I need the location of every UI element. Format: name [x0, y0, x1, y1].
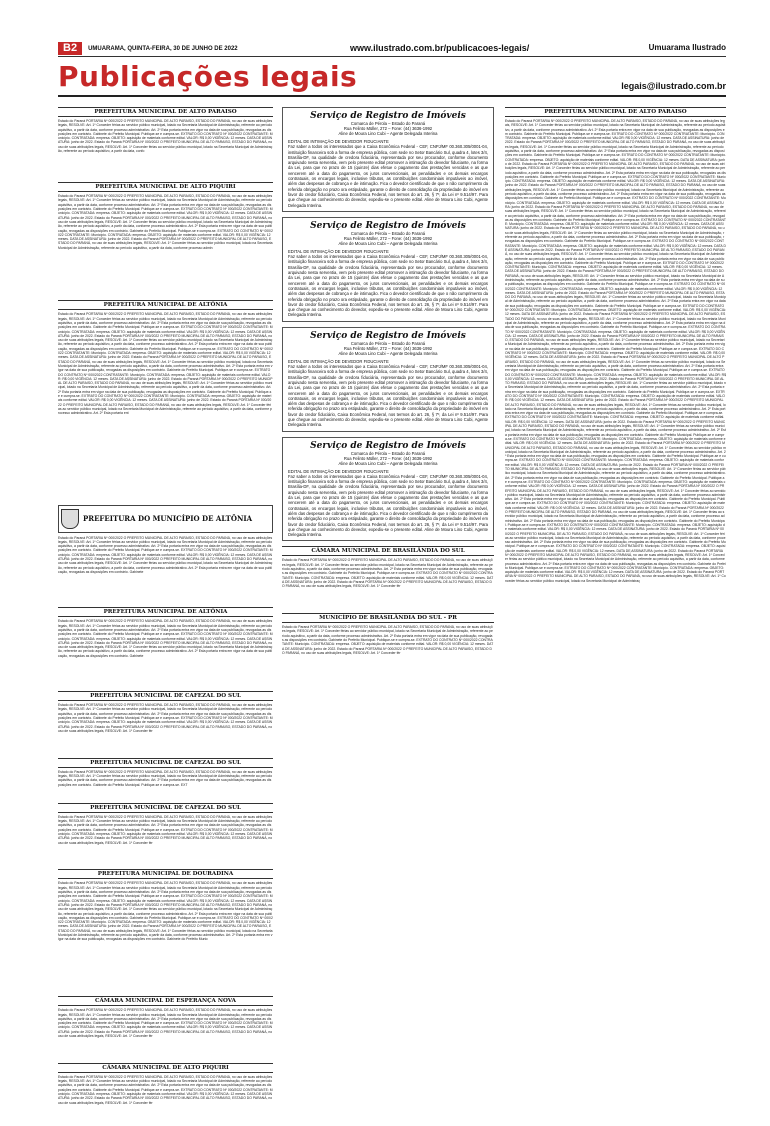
notice-body: Estado do Paraná PORTARIA Nº 000/2022 O PREFEITO MUNICIPAL DE ALTO PARAISO, ESTADO DO PARANÁ, no uso de suas atribuições legais, RESOLVE: Art. 1º Conceder férias ao servidor público municipal, lotado na Secretaria Municipal de Administração, referente ao período aquisitivo, a partir da data, conforme processo administrativo. Art. 2º Esta portaria entra em vigor na data de sua publicação, revogadas as disposições em contrário. Gabinete do Prefeito Municipal. Publique-se e cumpra-se. EXTRATO DO CONTRATO Nº 000/2022 CONTRATANTE: Município. CONTRATADA: empresa. OBJETO: aquisição de materiais conforme edital. VALOR: R$ 0,00 VIGÊNCIA: 12 meses. DATA DE ASSINATURA: junho de 2022. Estado do Paraná PORTARIA Nº 000/2022 O PREFEITO MUNICIPAL DE ALTO PARAISO, ESTADO DO PARANÁ, no uso de suas atribuições legais, RESOLVE: Art. 1º Conceder férias ao servidor público municipal, lotado na Secretaria Municipal de Administração, referente ao período aquisitivo, a partir da data, confo [58, 119, 273, 154]
notice-title: Serviço de Registro de Imóveis [310, 111, 466, 121]
notice-subtitle: Comarca de Pérola – Estado do Paraná [350, 121, 426, 126]
notice-title: Serviço de Registro de Imóveis [310, 330, 466, 341]
notice-address: Rua Felinto Müller, 272 – Fone: (44) 3636-1992 [343, 235, 433, 241]
notice-header: CÂMARA MUNICIPAL DE ESPERANÇA NOVA [58, 996, 273, 1006]
notice-text: Faz saber a todos os interessados que a Caixa Econômica Federal - CEF, CNPJ/MF 00.360.305/0001-04, instituição financeira sob a forma de empresa pública, com sede no Setor Bancário Sul, quadra 4, lotes 3/4, Brasília-DF, na qualidade de credora fiduciária, representada por seu procurador, conforme documento arquivado nesta serventia, vem pelo presente edital promover a intimação do devedor fiduciante, na forma da Lei, para que no prazo de 15 (quinze) dias efetue o pagamento das prestações vencidas e as que vencerem até a data do pagamento, os juros convencionais, as penalidades e os demais encargos contratuais, os encargos legais, inclusive tributos, as contribuições condominiais imputáveis ao imóvel, além das despesas de cobrança e de intimação. Fica o devedor cientificado de que o não cumprimento da referida obrigação no prazo ora estipulado, garante o direito de consolidação da propriedade do imóvel em favor do credor fiduciário, Caixa Econômica Federal, nos termos do art. 26, § 7º, da Lei nº 9.514/97. Para que chegue ao conhecimento do devedor, expediu-se o presente edital. Aline de Moura Lino Cubi, Agente Delegada Interina. [288, 254, 488, 318]
notice-header: PREFEITURA MUNICIPAL DE ALTÔNIA [58, 300, 273, 310]
notice-header: CÂMARA MUNICIPAL DE BRASILÂNDIA DO SUL [282, 546, 494, 556]
notice-text: Faz saber a todos os interessados que a Caixa Econômica Federal - CEF, CNPJ/MF 00.360.305/0001-04, instituição financeira sob a forma de empresa pública, com sede no Setor Bancário Sul, quadra 4, lotes 3/4, Brasília-DF, na qualidade de credora fiduciária, representada por seu procurador, conforme documento arquivado nesta serventia, vem pelo presente edital promover a intimação do devedor fiduciante, na forma da Lei, para que no prazo de 15 (quinze) dias efetue o pagamento das prestações vencidas e as que vencerem até a data do pagamento, os juros convencionais, as penalidades e os demais encargos contratuais, os encargos legais, inclusive tributos, as contribuições condominiais imputáveis ao imóvel, além das despesas de cobrança e de intimação. Fica o devedor cientificado de que o não cumprimento da referida obrigação no prazo ora estipulado, garante o direito de consolidação da propriedade do imóvel em favor do credor fiduciário, Caixa Econômica Federal, nos termos do art. 26, § 7º, da Lei nº 9.514/97. Para que chegue ao conhecimento do devedor, expediu-se o presente edital. Aline de Moura Lino Cubi, Agente Delegada Interina. [288, 144, 488, 208]
notice-address: Rua Felinto Müller, 272 – Fone: (44) 3636-1992 [343, 126, 433, 131]
notice-agent: Aline de Moura Lino Cubi – Agente Delegada Interina [338, 460, 438, 466]
notice-body: Estado do Paraná PORTARIA Nº 000/2022 O PREFEITO MUNICIPAL DE ALTO PARAISO, ESTADO DO PARANÁ, no uso de suas atribuições legais, RESOLVE: Art. 1º Conceder férias ao servidor público municipal, lotado na Secretaria Municipal de Administração, referente ao período aquisitivo, a partir da data, conforme processo administrativo. Art. 2º Esta portaria entra em vigor na data de sua publicação, revogadas as disposições em contrário. Gabinete do Prefeito Municipal. Publique-se e cumpra-se. EXTRATO DO CONTRATO Nº 000/2022 CONTRATANTE: Município. CONTRATADA: empresa. OBJETO: aquisição de materiais conforme edital. VALOR: R$ 0,00 VIGÊNCIA: 12 meses. DATA DE ASSINATURA: junho de 2022. Estado do Paraná PORTARIA Nº 000/2022 O PREFEITO MUNICIPAL DE ALTO PARAISO, ESTADO DO PARANÁ, no uso de suas atribuições legais, RESOLVE: Art. 1º Conceder fér [58, 814, 273, 845]
notice-header: PREFEITURA MUNICIPAL DE CAFEZAL DO SUL [58, 803, 273, 813]
column-left [58, 104, 273, 1126]
notice-caption: EDITAL DE INTIMAÇÃO DE DEVEDOR FIDUCIANTE [288, 358, 389, 364]
municipal-logo-banner [58, 505, 273, 533]
newspaper-brand: Umuarama Ilustrado [648, 43, 726, 52]
notice-header: PREFEITURA MUNICIPAL DE ALTO PARAISO [505, 107, 726, 117]
registry-notice [282, 217, 494, 322]
notice-body: Estado do Paraná PORTARIA Nº 000/2022 O PREFEITO MUNICIPAL DE ALTO PARAISO, ESTADO DO PARANÁ, no uso de suas atribuições legais, RESOLVE: Art. 1º Conceder férias ao servidor público municipal, lotado na Secretaria Municipal de Administração, referente ao período aquisitivo, a partir da data, conforme processo administrativo. Art. 2º Esta portaria entra em vigor na data de sua publicação, revogadas as disposições em contrário. Gabinete do Prefeito Municipal. Publique-se e cumpra-se. EXTRATO DO CONTRATO Nº 000/2022 CONTRATANTE: Município. CONTRATADA: empresa. OBJETO: aquisição de materiais conforme edital. VALOR: R$ 0,00 VIGÊNCIA: 12 meses. DATA DE ASSINATURA: junho de 2022. Estado do Paraná PORTARIA Nº 000/2022 O PREFEITO MUNICIPAL DE ALTO PARAISO, ESTADO DO PARANÁ, no uso de suas atribuições legais, RESOLVE: Art. 1º Conceder fér [58, 703, 273, 733]
notice-text: Faz saber a todos os interessados que a Caixa Econômica Federal - CEF, CNPJ/MF 00.360.305/0001-04, instituição financeira sob a forma de empresa pública, com sede no Setor Bancário Sul, quadra 4, lotes 3/4, Brasília-DF, na qualidade de credora fiduciária, representada por seu procurador, conforme documento arquivado nesta serventia, vem pelo presente edital promover a intimação do devedor fiduciante, na forma da Lei, para que no prazo de 15 (quinze) dias efetue o pagamento das prestações vencidas e as que vencerem até a data do pagamento, os juros convencionais, as penalidades e os demais encargos contratuais, os encargos legais, inclusive tributos, as contribuições condominiais imputáveis ao imóvel, além das despesas de cobrança e de intimação. Fica o devedor cientificado de que o não cumprimento da referida obrigação no prazo ora estipulado, garante o direito de consolidação da propriedade do imóvel em favor do credor fiduciário, Caixa Econômica Federal, nos termos do art. 26, § 7º, da Lei nº 9.514/97. Para que chegue ao conhecimento do devedor, expediu-se o presente edital. Aline de Moura Lino Cubi, Agente Delegada Interina. [288, 473, 488, 538]
notice-header: PREFEITURA MUNICIPAL DE CAFEZAL DO SUL [58, 691, 273, 701]
notice-body: Estado do Paraná PORTARIA Nº 000/2022 O PREFEITO MUNICIPAL DE ALTO PARAISO, ESTADO DO PARANÁ, no uso de suas atribuições legais, RESOLVE: Art. 1º Conceder férias ao servidor público municipal, lotado na Secretaria Municipal de Administração, referente ao período aquisitivo, a partir da data, conforme processo administrativo. Art. 2º Esta portaria entra em vigor na data de sua publicação, revogadas as disposições em contrário. Gabinete do Prefeito Municipal. Publique-se e cumpra-se. EXTRATO DO CONTRATO Nº 000/2022 CONTRATANTE: Município. CONTRATADA: empresa. OBJETO: aquisição de materiais conforme edital. VALOR: R$ 0,00 VIGÊNCIA: 12 meses. DATA DE ASSINATURA: junho de 2022. Estado do Paraná PORTARIA Nº 000/2022 O PREFEITO MUNICIPAL DE ALTO PARAISO, ESTADO DO PARANÁ, no uso de suas atribuições legais, RESOLVE: Art. 1º Conceder férias ao servidor público municipal, lotado na Secretaria Municipal de Administração, referente ao período aquisitivo, a partir da data, conforme processo administrativo. Art. 2º Esta portaria entra em vigor na data de sua publicação, revogadas as disposições em contrário. Gabinete [58, 535, 273, 574]
notice-agent: Aline de Moura Lino Cubi – Agente Delegada Interina [338, 131, 438, 136]
notice-body: Estado do Paraná PORTARIA Nº 000/2022 O PREFEITO MUNICIPAL DE ALTO PARAISO, ESTADO DO PARANÁ, no uso de suas atribuições legais, RESOLVE: Art. 1º Conceder férias ao servidor público municipal, lotado na Secretaria Municipal de Administração, referente ao período aquisitivo, a partir da data, conforme processo administrativo. Art. 2º Esta portaria entra em vigor na data de sua publicação, revogadas as disposições em contrário. Gabinete do Prefeito Municipal. Publique-se e cumpra-se. EXTRATO DO CONTRATO Nº 000/2022 CONTRATANTE: Município. CONTRATADA: empresa. OBJETO: aquisição de materiais conforme edital. VALOR: R$ 0,00 VIGÊNCIA: 12 meses. DATA DE ASSINATURA: junho de 2022. Estado do Paraná PORTARIA Nº 000/2022 O PREFEITO MUNICIPAL DE ALTO PARAISO, ESTADO DO PARANÁ, no uso de suas atribuições legais, RESOLVE: Art. 1º Conceder férias ao servidor público municipal, lotado na Secretaria Municipal de Administração, referente ao período aquisitivo, a partir da data, conforme processo administrativo. Art. 2º Esta portaria entra em vigor na data de sua publicação, revogadas as disposições em contrário. Gabinete [58, 619, 273, 658]
page-number: B2 [58, 42, 82, 55]
notice-body: Estado do Paraná PORTARIA Nº 000/2022 O PREFEITO MUNICIPAL DE ALTO PARAISO, ESTADO DO PARANÁ, no uso de suas atribuições legais, RESOLVE: Art. 1º Conceder férias ao servidor público municipal, lotado na Secretaria Municipal de Administração, referente ao período aquisitivo, a partir da data, conforme processo administrativo. Art. 2º Esta portaria entra em vigor na data de sua publicação, revogadas as disposições em contrário. Gabinete do Prefeito Municipal. Publique-se e cumpra-se. EXT [58, 769, 273, 787]
notice-subtitle: Comarca de Pérola – Estado do Paraná [350, 340, 426, 346]
notice-header: PREFEITURA MUNICIPAL DE DOURADINA [58, 869, 273, 879]
notice-subtitle: Comarca de Pérola – Estado do Paraná [350, 230, 426, 236]
registry-notice [282, 437, 494, 542]
notice-text: Faz saber a todos os interessados que a Caixa Econômica Federal - CEF, CNPJ/MF 00.360.305/0001-04, instituição financeira sob a forma de empresa pública, com sede no Setor Bancário Sul, quadra 4, lotes 3/4, Brasília-DF, na qualidade de credora fiduciária, representada por seu procurador, conforme documento arquivado nesta serventia, vem pelo presente edital promover a intimação do devedor fiduciante, na forma da Lei, para que no prazo de 15 (quinze) dias efetue o pagamento das prestações vencidas e as que vencerem até a data do pagamento, os juros convencionais, as penalidades e os demais encargos contratuais, os encargos legais, inclusive tributos, as contribuições condominiais imputáveis ao imóvel, além das despesas de cobrança e de intimação. Fica o devedor cientificado de que o não cumprimento da referida obrigação no prazo ora estipulado, garante o direito de consolidação da propriedade do imóvel em favor do credor fiduciário, Caixa Econômica Federal, nos termos do art. 26, § 7º, da Lei nº 9.514/97. Para que chegue ao conhecimento do devedor, expediu-se o presente edital. Aline de Moura Lino Cubi, Agente Delegada Interina. [288, 364, 488, 428]
notice-header: PREFEITURA MUNICIPAL DE ALTO PARAISO [58, 107, 273, 117]
notice-header: CÂMARA MUNICIPAL DE ALTO PIQUIRI [58, 1063, 273, 1073]
column-right [505, 104, 726, 1013]
notice-address: Rua Felinto Müller, 272 – Fone: (44) 3636-1992 [343, 345, 433, 351]
notice-body: Estado do Paraná PORTARIA Nº 000/2022 O PREFEITO MUNICIPAL DE ALTO PARAISO, ESTADO DO PARANÁ, no uso de suas atribuições legais, RESOLVE: Art. 1º Conceder férias ao servidor público municipal, lotado na Secretaria Municipal de Administração, referente ao período aquisitivo, a partir da data, conforme processo administrativo. Art. 2º Esta portaria entra em vigor na data de sua publicação, revogadas as disposições em contrário. Gabinete do Prefeito Municipal. Publique-se e cumpra-se. EXTRATO DO CONTRATO Nº 000/2022 CONTRATANTE: Município. CONTRATADA: empresa. OBJETO: aquisição de materiais conforme edital. VALOR: R$ 0,00 VIGÊNCIA: 12 meses. DATA DE ASSINATURA: junho de 2022. Estado do Paraná PORTARIA Nº 000/2022 O PREFEITO MUNICIPAL DE ALTO PARAISO, ESTADO DO PARANÁ, no uso de suas atribuições legais, RESOLVE: Art. 1º Conceder fér [58, 1074, 273, 1105]
notice-body: Estado do Paraná PORTARIA Nº 000/2022 O PREFEITO MUNICIPAL DE ALTO PARAISO, ESTADO DO PARANÁ, no uso de suas atribuições legais, RESOLVE: Art. 1º Conceder férias ao servidor público municipal, lotado na Secretaria Municipal de Administração, referente ao período aquisitivo, a partir da data, conforme processo administrativo. Art. 2º Esta portaria entra em vigor na data de sua publicação, revogadas as disposições em contrário. Gabinete do Prefeito Municipal. Publique-se e cumpra-se. EXTRATO DO CONTRATO Nº 000/2022 CONTRATANTE: Município. CONTRATADA: empresa. OBJETO: aquisição de materiais conforme edital. VALOR: R$ 0,00 VIGÊNCIA: 12 meses. DATA DE ASSINATURA: junho de 2022. Estado do Paraná PORTARIA Nº 000/2022 O PREFEITO MUNICIPAL DE ALTO PARAISO, ESTADO DO PARANÁ, no uso de suas atribuições legais, RESOLVE: Art. 1º Conceder férias ao servidor público municipal, lotado na Secretaria Municipal de Administração, referente ao período aquisitivo, a partir da data, conforme processo administrativo. Art. 2º Esta portaria entra em vigor na data de sua publicação, revogadas as disposições em contrário. Gabinete do Prefeito Municipal. Publique-se e cumpra-se. EXTRATO DO CONTRATO Nº 000/2022 CONTRATANTE: Município. CONTRATADA: empresa. OBJETO: aquisição de materiais conforme edital. VALOR: R$ 0,00 VIGÊNCIA: 12 meses. DATA DE ASSINATURA: junho de 2022. Estado do Paraná PORTARIA Nº 000/2022 O PREFEITO MUNICIPAL DE ALTO PARAISO, ESTADO DO PARANÁ, no uso de suas atribuições legais, RESOLVE: Art. 1º Conceder férias ao servidor público municipal, lotado na Secretaria Municipal de Administração, referente ao período aquisitivo, a partir da data, conforme processo administrativo. Art. 2º Esta portaria entra em vigor na data de sua publicação, revogadas as disposições em contrário. Gabinete do Prefeito Munic [58, 881, 273, 942]
notice-header: PREFEITURA MUNICIPAL DE CAFEZAL DO SUL [58, 758, 273, 768]
column-middle [282, 104, 494, 677]
notice-header: MUNICÍPIO DE BRASILÂNDIA DO SUL - PR [282, 613, 494, 623]
crest-icon [61, 509, 79, 529]
notice-agent: Aline de Moura Lino Cubi – Agente Delegada Interina [338, 350, 438, 356]
notice-body: Estado do Paraná PORTARIA Nº 000/2022 O PREFEITO MUNICIPAL DE ALTO PARAISO, ESTADO DO PARANÁ, no uso de suas atribuições legais, RESOLVE: Art. 1º Conceder férias ao servidor público municipal, lotado na Secretaria Municipal de Administração, referente ao período aquisitivo, a partir da data, conforme processo administrativo. Art. 2º Esta portaria entra em vigor na data de sua publicação, revogadas as disposições em contrário. Gabinete do Prefeito Municipal. Publique-se e cumpra-se. EXTRATO DO CONTRATO Nº 000/2022 CONTRATANTE: Município. CONTRATADA: empresa. OBJETO: aquisição de materiais conforme edital. VALOR: R$ 0,00 VIGÊNCIA: 12 meses. DATA DE ASSINATURA: junho de 2022. Estado do Paraná PORTARIA Nº 000/2022 O PREFEITO MUNICIPAL DE ALTO PARAISO, ESTADO DO PARANÁ, no uso de suas atribuições legais, RESOLVE: Art. 1º Conceder fér [282, 625, 494, 655]
header-rule [58, 56, 726, 57]
site-url[interactable]: www.ilustrado.com.br/publicacoes-legais/ [350, 43, 530, 53]
notice-caption: EDITAL DE INTIMAÇÃO DE DEVEDOR FIDUCIANTE [288, 468, 389, 474]
notice-body: Estado do Paraná PORTARIA Nº 000/2022 O PREFEITO MUNICIPAL DE ALTO PARAISO, ESTADO DO PARANÁ, no uso de suas atribuições legais, RESOLVE: Art. 1º Conceder férias ao servidor público municipal, lotado na Secretaria Municipal de Administração, referente ao período aquisitivo, a partir da data, conforme processo administrativo. Art. 2º Esta portaria entra em vigor na data de sua publicação, revogadas as disposições em contrário. Gabinete do Prefeito Municipal. Publique-se e cumpra-se. EXTRATO DO CONTRATO Nº 000/2022 CONTRATANTE: Município. CONTRATADA: empresa. OBJETO: aquisição de materiais conforme edital. VALOR: R$ 0,00 VIGÊNCIA: 12 meses. DATA DE ASSINATURA: junho de 2022. Estado do Paraná PORTARIA Nº 000/2022 O PREFEITO MUNICIPAL DE ALTO PARAISO, ESTADO DO PARANÁ, no uso de suas atribuições legais, RESOLVE: Art. 1º Conceder férias ao servidor público municipal, lotado na Secretaria Municipal de Administração, referente ao período aquisitivo, a partir da data, conforme processo administrativo. Art. 2º Esta portaria entra em vigor na data de sua publicação, revogadas as disposições em contrário. Gabinete do Prefeito Municipal. Publique-se e cumpra-se. EXTRATO DO CONTRATO Nº 000/2022 CONTRATANTE: Município. CONTRATADA: empresa. OBJETO: aquisição de materiais conforme edital. VALOR: R$ 0,00 VIGÊNCIA: 12 meses. DATA DE ASSINATURA: junho de 2022. Estado do Paraná PORTARIA Nº 000/2022 O PREFEITO MUNICIPAL DE ALTO PARAISO, ESTADO DO PARANÁ, no uso de suas atribuições legais, RESOLVE: Art. 1º Conceder férias ao servidor público municipal, lotado na Secretaria Municipal de Administração, referente ao período aquisitivo, a partir da data, conforme processo administrativo. Art. 2º Esta portaria entra em vigor na data de sua publicação, revogadas as disposições em contrário. Gabinete do Prefeito Municipal. Publique-se e cumpra-se. EXTRATO DO CONTRATO Nº 000/2022 CONTRATANTE: Município. CONTRATADA: empresa. OBJETO: aquisição de materiais conforme edital. VALOR: R$ 0,00 VIGÊNCIA: 12 meses. DATA DE ASSINATURA: junho de 2022. Estado do Paraná PORTARIA Nº 000/2022 O PREFEITO MUNICIPAL DE ALTO PARAISO, ESTADO DO PARANÁ, no uso de suas atribuições legais, RESOLVE: Art. 1º Conceder férias ao servidor público municipal, lotado na Secretaria Municipal de Administração, referente ao período aquisitivo, a partir da data, conforme processo administrativo. Art. 2º Esta portaria entra em vigor na data de sua publicação, revogadas as disposições em contrário. Gabinete do Prefeito Municipal. Publique-se e cumpra-se. EXTRATO DO CONTRATO Nº 000/2022 CONTRATANTE: Município. CONTRATADA: empresa. OBJETO: aquisição de materiais conforme edital. VALOR: R$ 0,00 VIGÊNCIA: 12 meses. DATA DE ASSINATURA: junho de 2022. Estado do Paraná PORTARIA Nº 000/2022 O PREFEITO MUNICIPAL DE ALTO PARAISO, ESTADO DO PARANÁ, no uso de suas atribuições legais, RESOLVE: Art. 1º Conceder férias ao servidor público municipal, lotado na Secretaria Municipal de Administração, referente ao período aquisitivo, a partir da data, conforme processo administrativo. Art. 2º Esta portaria entra em vigor na data de sua publicação, revogadas as disposições em contrário. Gabinete do Prefeito Municipal. Publique-se e cumpra-se. EXTRATO DO CONTRATO Nº 000/2022 CONTRATANTE: Município. CONTRATADA: empresa. OBJETO: aquisição de materiais conforme edital. VALOR: R$ 0,00 VIGÊNCIA: 12 meses. DATA DE ASSINATURA: junho de 2022. Estado do Paraná PORTARIA Nº 000/2022 O PREFEITO MUNICIPAL DE ALTO PARAISO, ESTADO DO PARANÁ, no uso de suas atribuições legais, RESOLVE: Art. 1º Conceder férias ao servidor público municipal, lotado na Secretaria Municipal de Administração, referente ao período aquisitivo, a partir da data, conforme processo administrativo. Art. 2º Esta portaria entra em vigor na data de sua publicação, revogadas as disposições em contrário. Gabinete do Prefeito Municipal. Publique-se e cumpra-se. EXTRATO DO CONTRATO Nº 000/2022 CONTRATANTE: Município. CONTRATADA: empresa. OBJETO: aquisição de materiais conforme edital. VALOR: R$ 0,00 VIGÊNCIA: 12 meses. DATA DE ASSINATURA: junho de 2022. Estado do Paraná PORTARIA Nº 000/2022 O PREFEITO MUNICIPAL DE ALTO PARAISO, ESTADO DO PARANÁ, no uso de suas atribuições legais, RESOLVE: Art. 1º Conceder férias ao servidor público municipal, lotado na Secretaria Municipal de Administração, referente ao período aquisitivo, a partir da data, conforme processo administrativo. Art. 2º Esta portaria entra em vigor na data de sua publicação, revogadas as disposições em contrário. Gabinete do Prefeito Municipal. Publique-se e cumpra-se. EXTRATO DO CONTRATO Nº 000/2022 CONTRATANTE: Município. CONTRATADA: empresa. OBJETO: aquisição de materiais conforme edital. VALOR: R$ 0,00 VIGÊNCIA: 12 meses. DATA DE ASSINATURA: junho de 2022. Estado do Paraná PORTARIA Nº 000/2022 O PREFEITO MUNICIPAL DE ALTO PARAISO, ESTADO DO PARANÁ, no uso de suas atribuições legais, RESOLVE: Art. 1º Conceder férias ao servidor público municipal, lotado na Secretaria Municipal de Administração, referente ao período aquisitivo, a partir da data, conforme processo administrativo. Art. 2º Esta portaria entra em vigor na data de sua publicação, revogadas as disposições em contrário. Gabinete do Prefeito Municipal. Publique-se e cumpra-se. EXTRATO DO CONTRATO Nº 000/2022 CONTRATANTE: Município. CONTRATADA: empresa. OBJETO: aquisição de materiais conforme edital. VALOR: R$ 0,00 VIGÊNCIA: 12 meses. DATA DE ASSINATURA: junho de 2022. Estado do Paraná PORTARIA Nº 000/2022 O PREFEITO MUNICIPAL DE ALTO PARAISO, ESTADO DO PARANÁ, no uso de suas atribuições legais, RESOLVE: Art. 1º Conceder férias ao servidor público municipal, lotado na Secretaria Municipal de Administração, referente ao período aquisitivo, a partir da data, conforme processo administrativo. Art. 2º Esta portaria entra em vigor na data de sua publicação, revogadas as disposições em contrário. Gabinete do Prefeito Municipal. Publique-se e cumpra-se. EXTRATO DO CONTRATO Nº 000/2022 CONTRATANTE: Município. CONTRATADA: empresa. OBJETO: aquisição de materiais conforme edital. VALOR: R$ 0,00 VIGÊNCIA: 12 meses. DATA DE ASSINATURA: junho de 2022. Estado do Paraná PORTARIA Nº 000/2022 O PREFEITO MUNICIPAL DE ALTO PARAISO, ESTADO DO PARANÁ, no uso de suas atribuições legais, RESOLVE: Art. 1º Conceder férias ao servidor público municipal, lotado na Secretaria Municipal de Administração, referente ao período aquisitivo, a partir da data, conforme processo administrativo. Art. 2º Esta portaria entra em vigor na data de sua publicação, revogadas as disposições em contrário. Gabinete do Prefeito Municipal. Publique-se e cumpra-se. EXTRATO DO CONTRATO Nº 000/2022 CONTRATANTE: Município. CONTRATADA: empresa. OBJETO: aquisição de materiais conforme edital. VALOR: R$ 0,00 VIGÊNCIA: 12 meses. DATA DE ASSINATURA: junho de 2022. Estado do Paraná PORTARIA Nº 000/2022 O PREFEITO MUNICIPAL DE ALTO PARAISO, ESTADO DO PARANÁ, no uso de suas atribuições legais, RESOLVE: Art. 1º Conceder férias ao servidor público municipal, lotado na Secretaria Municipal de Administração, referente ao período aquisitivo, a partir da data, conforme processo administrativo. Art. 2º Esta portaria entra em vigor na data de sua publicação, revogadas as disposições em contrário. Gabinete do Prefeito Municipal. Publique-se e cumpra-se. EXTRATO DO CONTRATO Nº 000/2022 CONTRATANTE: Município. CONTRATADA: empresa. OBJETO: aquisição de materiais conforme edital. VALOR: R$ 0,00 VIGÊNCIA: 12 meses. DATA DE ASSINATURA: junho de 2022. Estado do Paraná PORTARIA Nº 000/2022 O PREFEITO MUNICIPAL DE ALTO PARAISO, ESTADO DO PARANÁ, no uso de suas atribuições legais, RESOLVE: Art. 1º Conceder férias ao servidor público municipal, lotado na Secretaria Municipal de Administração, referente ao período aquisitivo, a partir da data, conforme processo administrativo. Art. 2º Esta portaria entra em vigor na data de sua publicação, revogadas as disposições em contrário. Gabinete do Prefeito Municipal. Publique-se e cumpra-se. EXTRATO DO CONTRATO Nº 000/2022 CONTRATANTE: Município. CONTRATADA: empresa. OBJETO: aquisição de materiais conforme edital. VALOR: R$ 0,00 VIGÊNCIA: 12 meses. DATA DE ASSINATURA: junho de 2022. Estado do Paraná PORTARIA Nº 000/2022 O PREFEITO MUNICIPAL DE ALTO PARAISO, ESTADO DO PARANÁ, no uso de suas atribuições legais, RESOLVE: Art. 1º Conceder férias ao servidor público municipal, lotado na Secretaria Municipal de Administração, referente ao período aquisitivo, a partir da data, conforme processo administrativo. Art. 2º Esta portaria entra em vigor na data de sua publicação, revogadas as disposições em contrário. Gabinete do Prefeito Municipal. Publique-se e cumpra-se. EXTRATO DO CONTRATO Nº 000/2022 CONTRATANTE: Município. CONTRATADA: empresa. OBJETO: aquisição de materiais conforme edital. VALOR: R$ 0,00 VIGÊNCIA: 12 meses. DATA DE ASSINATURA: junho de 2022. Estado do Paraná PORTARIA Nº 000/2022 O PREFEITO MUNICIPAL DE ALTO PARAISO, ESTADO DO PARANÁ, no uso de suas atribuições legais, RESOLVE: Art. 1º Conceder férias ao servidor público municipal, lotado na Secretaria Municipal de Administração, referente ao período aquisitivo, a partir da data, conforme processo administrativo. Art. 2º Esta portaria entra em vigor na data de sua publicação, revogadas as disposições em contrário. Gabinete do Prefeito Municipal. Publique-se e cumpra-se. EXTRATO DO CONTRATO Nº 000/2022 CONTRATANTE: Município. CONTRATADA: empresa. OBJETO: aquisição de materiais conforme edital. VALOR: R$ 0,00 VIGÊNCIA: 12 meses. DATA DE ASSINATURA: junho de 2022. Estado do Paraná PORTARIA Nº 000/2022 O PREFEITO MUNICIPAL DE ALTO PARAISO, ESTADO DO PARANÁ, no uso de suas atribuições legais, RESOLVE: Art. 1º Conceder férias ao servidor público municipal, lotado na Secretaria Municipal de Administração, referente ao período aquisitivo, a partir da data, conforme processo administrativo. Art. 2º Esta portaria entra em vigor na data de sua publicação, revogadas as disposições em contrário. Gabinete do Prefeito Municipal. Publique-se e cumpra-se. EXTRATO DO CONTRATO Nº 000/2022 CONTRATANTE: Município. CONTRATADA: empresa. OBJETO: aquisição de materiais conforme edital. VALOR: R$ 0,00 VIGÊNCIA: 12 meses. DATA DE ASSINATURA: junho de 2022. Estado do Paraná PORTARIA Nº 000/2022 O PREFEITO MUNICIPAL DE ALTO PARAISO, ESTADO DO PARANÁ, no uso de suas atribuições legais, RESOLVE: Art. 1º Conceder férias ao servidor público municipal, lotado na Secretaria Municipal de Administração, referente ao período aquisitivo, a partir da data, conforme processo administrativo. Art. 2º Esta portaria entra em vigor na data de sua publicação, revogadas as disposições em contrário. Gabinete do Prefeito Municipal. Publique-se e cumpra-se. EXTRATO DO CONTRATO Nº 000/2022 CONTRATANTE: Município. CONTRATADA: empresa. OBJETO: aquisição de materiais conforme edital. VALOR: R$ 0,00 VIGÊNCIA: 12 meses. DATA DE ASSINATURA: junho de 2022. Estado do Paraná PORTARIA Nº 000/2022 O PREFEITO MUNICIPAL DE ALTO PARAISO, ESTADO DO PARANÁ, no uso de suas atribuições legais, RESOLVE: Art. 1º Conceder férias ao servidor público municipal, lotado na Secretaria Municipal de Administração, referente ao período aquisitivo, a partir da data, conforme processo administrativo. Art. 2º Esta portaria entra em vigor na data de sua publicação, revogadas as disposições em contrário. Gabinete do Prefeito Municipal. Publique-se e cumpra-se. EXTRATO DO CONTRATO Nº 000/2022 CONTRATANTE: Município. CONTRATADA: empresa. OBJETO: aquisição de materiais conforme edital. VALOR: R$ 0,00 VIGÊNCIA: 12 meses. DATA DE ASSINATURA: junho de 2022. Estado do Paraná PORTARIA Nº 000/2022 O PREFEITO MUNICIPAL DE ALTO PARAISO, ESTADO DO PARANÁ, no uso de suas atribuições legais, RESOLVE: Art. 1º Conceder férias ao servidor público municipal, lotado na Secretaria Municipal de Administração, referente ao período aquisitivo, a partir da data, conforme processo administrativo. Art. 2º Esta portaria entra em vigor na data de sua publicação, revogadas as disposições em contrário. Gabinete do Prefeito Municipal. Publique-se e cumpra-se. EXTRATO DO CONTRATO Nº 000/2022 CONTRATANTE: Município. CONTRATADA: empresa. OBJETO: aquisição de materiais conforme edital. VALOR: R$ 0,00 VIGÊNCIA: 12 meses. DATA DE ASSINATURA: junho de 2022. Estado do Paraná PORTARIA Nº 000/2022 O PREFEITO MUNICIPAL DE ALTO PARAISO, ESTADO DO PARANÁ, no uso de suas atribuições legais, RESOLVE: Art. 1º Conceder férias ao servidor público municipal, lotado na Secretaria Municipal de Administração, referente ao período aquisitivo, a partir da data, conforme processo administrativo. Art. 2º Esta portaria entra em vigor na data de sua publicação, revogadas as disposições em contrário. Gabinete do Prefeito Municipal. Publique-se e cumpra-se. EXTRATO DO CONTRATO Nº 000/2022 CONTRATANTE: Município. CONTRATADA: empresa. OBJETO: aquisição de materiais conforme edital. VALOR: R$ 0,00 VIGÊNCIA: 12 meses. DATA DE ASSINATURA: junho de 2022. Estado do Paraná PORTARIA Nº 000/2022 O PREFEITO MUNICIPAL DE ALTO PARAISO, ESTADO DO PARANÁ, no uso de suas atribuições legais, RESOLVE: Art. 1º Conceder férias ao servidor público municipal, lotado na Secretaria Municipal de Administração, referente ao período aquisitivo, a partir da data, conforme processo administrativo. Art. 2º Esta portaria entra em vigor na data de sua publicação, revogadas as disposições em contrário. Gabinete do Prefeito Municipal. Publique-se e cumpra-se. EXTRATO DO CONTRATO Nº 000/2022 CONTRATANTE: Município. CONTRATADA: empresa. OBJETO: aquisição de materiais conforme edital. VALOR: R$ 0,00 VIGÊNCIA: 12 meses. DATA DE ASSINATURA: junho de 2022. Estado do Paraná PORTARIA Nº 000/2022 O PREFEITO MUNICIPAL DE ALTO PARAISO, ESTADO DO PARANÁ, no uso de suas atribuições legais, RESOLVE: Art. 1º Conceder férias ao servidor público municipal, lotado na Secretaria Municipal de Administração, referente ao período aquisitivo, a partir da data, conforme processo administrativo. Art. 2º Esta portaria entra em vigor na data de sua publicação, revogadas as disposições em contrário. Gabinete do Prefeito Municipal. Publique-se e cumpra-se. EXTRATO DO CONTRATO Nº 000/2022 CONTRATANTE: Município. CONTRATADA: empresa. OBJETO: aquisição de materiais conforme edital. VALOR: R$ 0,00 VIGÊNCIA: 12 meses. DATA DE ASSINATURA: junho de 2022. Estado do Paraná PORTARIA Nº 000/2022 O PREFEITO MUNICIPAL DE ALTO PARAISO, ESTADO DO PARANÁ, no uso de suas atribuições legais, RESOLVE: Art. 1º Conceder férias ao servidor público municipal, lotado na Secretaria Municipal de Administraç [505, 119, 726, 583]
notice-caption: EDITAL DE INTIMAÇÃO DE DEVEDOR FIDUCIANTE [288, 139, 389, 144]
notice-caption: EDITAL DE INTIMAÇÃO DE DEVEDOR FIDUCIANTE [288, 248, 389, 254]
logo-text: PREFEITURA DO MUNICÍPIO DE ALTÔNIA [83, 514, 253, 524]
notice-agent: Aline de Moura Lino Cubi – Agente Delegada Interina [338, 240, 438, 246]
notice-body: Estado do Paraná PORTARIA Nº 000/2022 O PREFEITO MUNICIPAL DE ALTO PARAISO, ESTADO DO PARANÁ, no uso de suas atribuições legais, RESOLVE: Art. 1º Conceder férias ao servidor público municipal, lotado na Secretaria Municipal de Administração, referente ao período aquisitivo, a partir da data, conforme processo administrativo. Art. 2º Esta portaria entra em vigor na data de sua publicação, revogadas as disposições em contrário. Gabinete do Prefeito Municipal. Publique-se e cumpra-se. EXTRATO DO CONTRATO Nº 000/2022 CONTRATANTE: Município. CONTRATADA: empresa. OBJETO: aquisição de materiais conforme edital. VALOR: R$ 0,00 VIGÊNCIA: 12 meses. DATA DE ASSINATURA: junho de 2022. Estado do Paraná PORTARIA Nº 000/2022 O PREFEITO MUNICIPAL DE ALTO PARAISO, ESTADO DO PARANÁ, no uso de suas atribuições legais, RESOLVE: Art. 1º Conceder férias ao servidor público municipal, lotado na Secretaria Municipal de Administração, referente ao período aquisitivo, a partir da data, conforme processo administrativo. Art. 2º Esta portaria entra em vigor na data de sua publicação, revogadas as disposições em contrário. Gabinete do Prefeito Municipal. Publique-se e cumpra-se. EXTRATO DO CONTRATO Nº 000/2022 CONTRATANTE: Município. CONTRATADA: empresa. OBJETO: aquisição de materiais conforme edital. VALOR: R$ 0,00 VIGÊNCIA: 12 meses. DATA DE ASSINATURA: junho de 2022. Estado do Paraná PORTARIA Nº 000/2022 O PREFEITO MUNICIPAL DE ALTO PARAISO, ESTADO DO PARANÁ, no uso de suas atribuições legais, RESOLVE: Art. 1º Conceder férias ao servidor público municipal, lotado na Secretaria Municipal de Administração, referente ao período aquisitivo, a partir da data, conforme processo admin [58, 194, 273, 250]
notice-header: PREFEITURA MUNICIPAL DE ALTO PIQUIRI [58, 182, 273, 192]
notice-title: Serviço de Registro de Imóveis [310, 440, 466, 451]
notice-body: Estado do Paraná PORTARIA Nº 000/2022 O PREFEITO MUNICIPAL DE ALTO PARAISO, ESTADO DO PARANÁ, no uso de suas atribuições legais, RESOLVE: Art. 1º Conceder férias ao servidor público municipal, lotado na Secretaria Municipal de Administração, referente ao período aquisitivo, a partir da data, conforme processo administrativo. Art. 2º Esta portaria entra em vigor na data de sua publicação, revogadas as disposições em contrário. Gabinete do Prefeito Municipal. Publique-se e cumpra-se. EXTRATO DO CONTRATO Nº 000/2022 CONTRATANTE: Município. CONTRATADA: empresa. OBJETO: aquisição de materiais conforme edital. VALOR: R$ 0,00 VIGÊNCIA: 12 meses. DATA DE ASSINATURA: junho de 2022. Estado do Paraná PORTARIA Nº 000/2022 O PREFEITO MUNICIPAL DE ALTO PARAISO, ESTADO DO PARANÁ, no uso de suas atribuições legais, RESOLVE: Art. 1º Conceder férias ao servidor público municipal, lotado na Secretaria Municipal de Administração, referente ao período aquisitivo, a partir da data, conforme processo administrativo. Art. 2º Esta portaria entra em vigor na data de sua publicação, revogadas as disposições em contrário. Gabinete do Prefeito Municipal. Publique-se e cumpra-se. EXTRATO DO CONTRATO Nº 000/2022 CONTRATANTE: Município. CONTRATADA: empresa. OBJETO: aquisição de materiais conforme edital. VALOR: R$ 0,00 VIGÊNCIA: 12 meses. DATA DE ASSINATURA: junho de 2022. Estado do Paraná PORTARIA Nº 000/2022 O PREFEITO MUNICIPAL DE ALTO PARAISO, ESTADO DO PARANÁ, no uso de suas atribuições legais, RESOLVE: Art. 1º Conceder férias ao servidor público municipal, lotado na Secretaria Municipal de Administração, referente ao período aquisitivo, a partir da data, conforme processo administrativo. Art. 2º Esta portaria entra em vigor na data de sua publicação, revogadas as disposições em contrário. Gabinete do Prefeito Municipal. Publique-se e cumpra-se. EXTRATO DO CONTRATO Nº 000/2022 CONTRATANTE: Município. CONTRATADA: empresa. OBJETO: aquisição de materiais conforme edital. VALOR: R$ 0,00 VIGÊNCIA: 12 meses. DATA DE ASSINATURA: junho de 2022. Estado do Paraná PORTARIA Nº 000/2022 O PREFEITO MUNICIPAL DE ALTO PARAISO, ESTADO DO PARANÁ, no uso de suas atribuições legais, RESOLVE: Art. 1º Conceder férias ao servidor público municipal, lotado na Secretaria Municipal de Administração, referente ao período aquisitivo, a partir da data, conforme processo administrativo. Art. 2º Esta portaria entra em vigor na data de sua publicação, revogadas as disposições em contrário. Gabinete do Prefeito Municipal. Publique-se e cumpra-se. EXTRATO DO CONTRATO Nº 000/2022 CONTRATANTE: Município. CONTRATADA: empresa. OBJETO: aquisição de materiais conforme edital. VALOR: R$ 0,00 VIGÊNCIA: 12 meses. DATA DE ASSINATURA: junho de 2022. Estado do Paraná PORTARIA Nº 000/2022 O PREFEITO MUNICIPAL DE ALTO PARAISO, ESTADO DO PARANÁ, no uso de suas atribuições legais, RESOLVE: Art. 1º Conceder férias ao servidor público municipal, lotado na Secretaria Municipal de Administração, referente ao período aquisitivo, a partir da data, conforme processo administrativo. Art. 2º Esta portaria ent [58, 312, 273, 416]
notice-body: Estado do Paraná PORTARIA Nº 000/2022 O PREFEITO MUNICIPAL DE ALTO PARAISO, ESTADO DO PARANÁ, no uso de suas atribuições legais, RESOLVE: Art. 1º Conceder férias ao servidor público municipal, lotado na Secretaria Municipal de Administração, referente ao período aquisitivo, a partir da data, conforme processo administrativo. Art. 2º Esta portaria entra em vigor na data de sua publicação, revogadas as disposições em contrário. Gabinete do Prefeito Municipal. Publique-se e cumpra-se. EXTRATO DO CONTRATO Nº 000/2022 CONTRATANTE: Município. CONTRATADA: empresa. OBJETO: aquisição de materiais conforme edital. VALOR: R$ 0,00 VIGÊNCIA: 12 meses. DATA DE ASSINATURA: junho de 2022. Estado do Paraná PORTARIA Nº 000/2022 O PREFEITO MUNICIPAL DE ALTO PARAISO, ESTADO DO PARANÁ, no uso de suas atribuições legais, RESOLVE: Art. 1º Conceder fér [58, 1008, 273, 1039]
notice-header: PREFEITURA MUNICIPAL DE ALTÔNIA [58, 607, 273, 617]
section-title: Publicações legais [58, 60, 358, 93]
notice-title: Serviço de Registro de Imóveis [310, 220, 466, 231]
registry-notice [282, 107, 494, 212]
title-rule [58, 95, 726, 97]
dateline: UMUARAMA, QUINTA-FEIRA, 30 DE JUNHO DE 2022 [88, 45, 238, 52]
notice-address: Rua Felinto Müller, 272 – Fone: (44) 3636-1992 [343, 455, 433, 461]
notice-body: Estado do Paraná PORTARIA Nº 000/2022 O PREFEITO MUNICIPAL DE ALTO PARAISO, ESTADO DO PARANÁ, no uso de suas atribuições legais, RESOLVE: Art. 1º Conceder férias ao servidor público municipal, lotado na Secretaria Municipal de Administração, referente ao período aquisitivo, a partir da data, conforme processo administrativo. Art. 2º Esta portaria entra em vigor na data de sua publicação, revogadas as disposições em contrário. Gabinete do Prefeito Municipal. Publique-se e cumpra-se. EXTRATO DO CONTRATO Nº 000/2022 CONTRATANTE: Município. CONTRATADA: empresa. OBJETO: aquisição de materiais conforme edital. VALOR: R$ 0,00 VIGÊNCIA: 12 meses. DATA DE ASSINATURA: junho de 2022. Estado do Paraná PORTARIA Nº 000/2022 O PREFEITO MUNICIPAL DE ALTO PARAISO, ESTADO DO PARANÁ, no uso de suas atribuições legais, RESOLVE: Art. 1º Conceder fér [282, 558, 494, 589]
section-email[interactable]: legais@ilustrado.com.br [621, 81, 726, 91]
notice-subtitle: Comarca de Pérola – Estado do Paraná [350, 450, 426, 456]
registry-notice [282, 327, 494, 432]
